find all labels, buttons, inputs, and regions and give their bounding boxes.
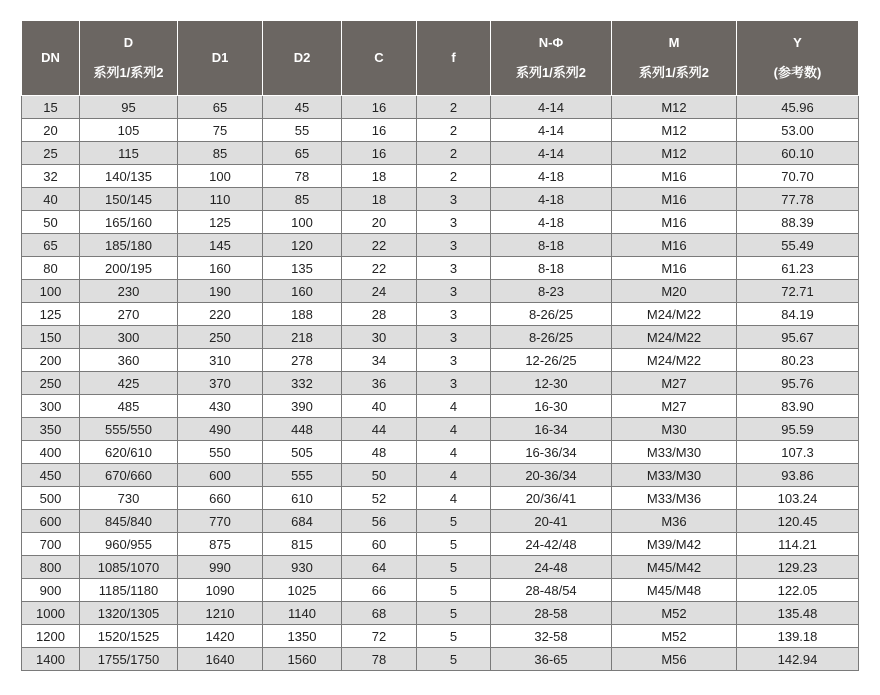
table-cell: 332 bbox=[263, 372, 342, 395]
table-cell: 4 bbox=[417, 418, 491, 441]
table-cell: 310 bbox=[178, 349, 263, 372]
table-cell: 95.67 bbox=[737, 326, 859, 349]
table-cell: M27 bbox=[612, 372, 737, 395]
table-row bbox=[22, 234, 859, 257]
table-cell: 12-30 bbox=[491, 372, 612, 395]
table-cell: 278 bbox=[263, 349, 342, 372]
table-cell: 100 bbox=[178, 165, 263, 188]
table-cell: 4-14 bbox=[491, 119, 612, 142]
table-row bbox=[22, 280, 859, 303]
table-cell: 620/610 bbox=[80, 441, 178, 464]
table-cell: 160 bbox=[178, 257, 263, 280]
table-cell: 8-23 bbox=[491, 280, 612, 303]
column-header-title: f bbox=[451, 50, 456, 65]
table-cell: 5 bbox=[417, 602, 491, 625]
table-row bbox=[22, 257, 859, 280]
table-row bbox=[22, 142, 859, 165]
table-cell: 36-65 bbox=[491, 648, 612, 671]
table-cell: 34 bbox=[342, 349, 417, 372]
table-cell: 72.71 bbox=[737, 280, 859, 303]
table-cell: 68 bbox=[342, 602, 417, 625]
table-cell: 135.48 bbox=[737, 602, 859, 625]
table-cell: 95.76 bbox=[737, 372, 859, 395]
table-cell: M16 bbox=[612, 234, 737, 257]
table-cell: 165/160 bbox=[80, 211, 178, 234]
table-cell: 4 bbox=[417, 441, 491, 464]
table-cell: 40 bbox=[22, 188, 80, 211]
table-cell: 122.05 bbox=[737, 579, 859, 602]
table-cell: 450 bbox=[22, 464, 80, 487]
table-cell: 815 bbox=[263, 533, 342, 556]
table-cell: M45/M42 bbox=[612, 556, 737, 579]
table-cell: 1200 bbox=[22, 625, 80, 648]
table-cell: 150 bbox=[22, 326, 80, 349]
table-cell: 684 bbox=[263, 510, 342, 533]
table-cell: 2 bbox=[417, 96, 491, 119]
table-cell: 55 bbox=[263, 119, 342, 142]
table-row bbox=[22, 96, 859, 119]
table-cell: 875 bbox=[178, 533, 263, 556]
table-cell: 107.3 bbox=[737, 441, 859, 464]
column-header bbox=[417, 21, 491, 96]
table-cell: 160 bbox=[263, 280, 342, 303]
column-header bbox=[491, 21, 612, 96]
table-cell: 500 bbox=[22, 487, 80, 510]
table-cell: 95.59 bbox=[737, 418, 859, 441]
table-cell: 5 bbox=[417, 533, 491, 556]
column-header-title: D bbox=[123, 35, 134, 50]
table-row bbox=[22, 648, 859, 671]
column-header bbox=[342, 21, 417, 96]
table-row bbox=[22, 625, 859, 648]
table-cell: 2 bbox=[417, 165, 491, 188]
table-row bbox=[22, 211, 859, 234]
table-cell: 125 bbox=[22, 303, 80, 326]
table-cell: 100 bbox=[263, 211, 342, 234]
table-cell: 20-41 bbox=[491, 510, 612, 533]
table-cell: 3 bbox=[417, 303, 491, 326]
column-header-subtitle: 系列1/系列2 bbox=[515, 65, 587, 80]
table-cell: 83.90 bbox=[737, 395, 859, 418]
table-cell: 16-36/34 bbox=[491, 441, 612, 464]
table-cell: 12-26/25 bbox=[491, 349, 612, 372]
table-cell: 115 bbox=[80, 142, 178, 165]
table-cell: 66 bbox=[342, 579, 417, 602]
table-cell: 550 bbox=[178, 441, 263, 464]
table-cell: 3 bbox=[417, 234, 491, 257]
table-row bbox=[22, 372, 859, 395]
table-row bbox=[22, 349, 859, 372]
table-cell: 2 bbox=[417, 119, 491, 142]
table-cell: 300 bbox=[80, 326, 178, 349]
table-cell: 84.19 bbox=[737, 303, 859, 326]
table-cell: 61.23 bbox=[737, 257, 859, 280]
table-cell: 53.00 bbox=[737, 119, 859, 142]
table-cell: 1755/1750 bbox=[80, 648, 178, 671]
table-cell: 2 bbox=[417, 142, 491, 165]
table-cell: 5 bbox=[417, 648, 491, 671]
column-header-subtitle: 系列1/系列2 bbox=[638, 65, 710, 80]
table-cell: 45 bbox=[263, 96, 342, 119]
table-cell: M16 bbox=[612, 188, 737, 211]
table-cell: 600 bbox=[178, 464, 263, 487]
table-cell: 845/840 bbox=[80, 510, 178, 533]
table-cell: 3 bbox=[417, 257, 491, 280]
table-cell: 1140 bbox=[263, 602, 342, 625]
table-cell: 555 bbox=[263, 464, 342, 487]
table-cell: 103.24 bbox=[737, 487, 859, 510]
table-row bbox=[22, 418, 859, 441]
table-row bbox=[22, 602, 859, 625]
table-cell: 52 bbox=[342, 487, 417, 510]
table-cell: 1520/1525 bbox=[80, 625, 178, 648]
table-cell: 4-18 bbox=[491, 211, 612, 234]
table-cell: 64 bbox=[342, 556, 417, 579]
table-cell: 16 bbox=[342, 119, 417, 142]
table-cell: 24 bbox=[342, 280, 417, 303]
table-cell: M24/M22 bbox=[612, 303, 737, 326]
table-cell: 3 bbox=[417, 349, 491, 372]
table-cell: M33/M36 bbox=[612, 487, 737, 510]
table-cell: 1640 bbox=[178, 648, 263, 671]
table-cell: 3 bbox=[417, 188, 491, 211]
table-cell: 110 bbox=[178, 188, 263, 211]
column-header-title: M bbox=[668, 35, 680, 50]
table-cell: 28 bbox=[342, 303, 417, 326]
table-cell: M24/M22 bbox=[612, 326, 737, 349]
table-cell: 114.21 bbox=[737, 533, 859, 556]
table-cell: 78 bbox=[263, 165, 342, 188]
table-cell: 660 bbox=[178, 487, 263, 510]
column-header-title: DN bbox=[41, 50, 60, 65]
table-cell: M45/M48 bbox=[612, 579, 737, 602]
table-cell: 600 bbox=[22, 510, 80, 533]
table-cell: 45.96 bbox=[737, 96, 859, 119]
column-header-title: D2 bbox=[293, 50, 311, 65]
table-cell: M12 bbox=[612, 142, 737, 165]
table-cell: 448 bbox=[263, 418, 342, 441]
table-cell: 60 bbox=[342, 533, 417, 556]
table-cell: 8-18 bbox=[491, 234, 612, 257]
table-cell: 3 bbox=[417, 372, 491, 395]
table-cell: 100 bbox=[22, 280, 80, 303]
table-cell: 390 bbox=[263, 395, 342, 418]
table-cell: 250 bbox=[22, 372, 80, 395]
table-cell: 28-48/54 bbox=[491, 579, 612, 602]
table-cell: 230 bbox=[80, 280, 178, 303]
table-cell: 5 bbox=[417, 579, 491, 602]
table-cell: 55.49 bbox=[737, 234, 859, 257]
table-cell: 150/145 bbox=[80, 188, 178, 211]
table-cell: 1400 bbox=[22, 648, 80, 671]
table-cell: 135 bbox=[263, 257, 342, 280]
table-cell: 93.86 bbox=[737, 464, 859, 487]
table-cell: M16 bbox=[612, 211, 737, 234]
table-cell: 1025 bbox=[263, 579, 342, 602]
table-cell: 145 bbox=[178, 234, 263, 257]
table-cell: 4 bbox=[417, 395, 491, 418]
table-cell: 1090 bbox=[178, 579, 263, 602]
table-cell: 70.70 bbox=[737, 165, 859, 188]
table-cell: 16-34 bbox=[491, 418, 612, 441]
column-header bbox=[612, 21, 737, 96]
table-cell: 350 bbox=[22, 418, 80, 441]
table-cell: 1350 bbox=[263, 625, 342, 648]
table-row bbox=[22, 464, 859, 487]
table-cell: 78 bbox=[342, 648, 417, 671]
table-cell: M12 bbox=[612, 96, 737, 119]
table-cell: 4-18 bbox=[491, 165, 612, 188]
table-cell: 960/955 bbox=[80, 533, 178, 556]
table-cell: 990 bbox=[178, 556, 263, 579]
table-cell: 730 bbox=[80, 487, 178, 510]
table-cell: 490 bbox=[178, 418, 263, 441]
table-cell: 80 bbox=[22, 257, 80, 280]
table-row bbox=[22, 326, 859, 349]
table-cell: 16-30 bbox=[491, 395, 612, 418]
table-cell: M52 bbox=[612, 625, 737, 648]
table-cell: 65 bbox=[178, 96, 263, 119]
table-cell: 125 bbox=[178, 211, 263, 234]
table-cell: 190 bbox=[178, 280, 263, 303]
table-cell: 44 bbox=[342, 418, 417, 441]
table-cell: 20-36/34 bbox=[491, 464, 612, 487]
table-row bbox=[22, 556, 859, 579]
table-cell: 930 bbox=[263, 556, 342, 579]
table-cell: 5 bbox=[417, 625, 491, 648]
table-cell: 200/195 bbox=[80, 257, 178, 280]
table-cell: 1210 bbox=[178, 602, 263, 625]
column-header-subtitle: 系列1/系列2 bbox=[93, 65, 164, 80]
table-cell: 40 bbox=[342, 395, 417, 418]
table-cell: M27 bbox=[612, 395, 737, 418]
table-cell: 32 bbox=[22, 165, 80, 188]
table-cell: 430 bbox=[178, 395, 263, 418]
table-cell: 8-26/25 bbox=[491, 326, 612, 349]
table-cell: 4-18 bbox=[491, 188, 612, 211]
table-cell: 105 bbox=[80, 119, 178, 142]
table-cell: M30 bbox=[612, 418, 737, 441]
table-row bbox=[22, 188, 859, 211]
table-cell: 28-58 bbox=[491, 602, 612, 625]
table-cell: 32-58 bbox=[491, 625, 612, 648]
table-cell: 610 bbox=[263, 487, 342, 510]
table-cell: M33/M30 bbox=[612, 464, 737, 487]
table-cell: 88.39 bbox=[737, 211, 859, 234]
table-cell: 485 bbox=[80, 395, 178, 418]
table-cell: 65 bbox=[22, 234, 80, 257]
table-cell: 1560 bbox=[263, 648, 342, 671]
table-cell: 48 bbox=[342, 441, 417, 464]
table-cell: 8-26/25 bbox=[491, 303, 612, 326]
table-cell: 56 bbox=[342, 510, 417, 533]
column-header-title: Y bbox=[793, 35, 802, 50]
table-cell: M12 bbox=[612, 119, 737, 142]
table-cell: 1420 bbox=[178, 625, 263, 648]
table-cell: 300 bbox=[22, 395, 80, 418]
table-cell: 85 bbox=[263, 188, 342, 211]
table-cell: 220 bbox=[178, 303, 263, 326]
table-row bbox=[22, 119, 859, 142]
table-cell: 3 bbox=[417, 326, 491, 349]
table-cell: 370 bbox=[178, 372, 263, 395]
table-header bbox=[22, 21, 859, 96]
table-cell: 900 bbox=[22, 579, 80, 602]
column-header-subtitle: (参考数) bbox=[773, 65, 822, 80]
table-cell: 24-42/48 bbox=[491, 533, 612, 556]
table-cell: 700 bbox=[22, 533, 80, 556]
table-cell: 25 bbox=[22, 142, 80, 165]
table-cell: 770 bbox=[178, 510, 263, 533]
table-row bbox=[22, 441, 859, 464]
table-cell: M52 bbox=[612, 602, 737, 625]
column-header bbox=[737, 21, 859, 96]
table-cell: 20 bbox=[342, 211, 417, 234]
column-header-title: D1 bbox=[211, 50, 229, 65]
table-cell: 4 bbox=[417, 464, 491, 487]
table-row bbox=[22, 579, 859, 602]
table-cell: 95 bbox=[80, 96, 178, 119]
column-header bbox=[80, 21, 178, 96]
table-cell: M16 bbox=[612, 165, 737, 188]
table-cell: 50 bbox=[22, 211, 80, 234]
column-header-title: C bbox=[374, 50, 384, 65]
table-cell: 1185/1180 bbox=[80, 579, 178, 602]
table-cell: 36 bbox=[342, 372, 417, 395]
table-cell: 218 bbox=[263, 326, 342, 349]
table-cell: 200 bbox=[22, 349, 80, 372]
table-row bbox=[22, 165, 859, 188]
table-cell: M16 bbox=[612, 257, 737, 280]
table-cell: 139.18 bbox=[737, 625, 859, 648]
column-header bbox=[22, 21, 80, 96]
table-row bbox=[22, 303, 859, 326]
table-cell: 505 bbox=[263, 441, 342, 464]
table-cell: 555/550 bbox=[80, 418, 178, 441]
table-cell: 4-14 bbox=[491, 96, 612, 119]
table-cell: M24/M22 bbox=[612, 349, 737, 372]
table-cell: 425 bbox=[80, 372, 178, 395]
table-cell: 75 bbox=[178, 119, 263, 142]
table-cell: 3 bbox=[417, 280, 491, 303]
flange-spec-table bbox=[21, 20, 859, 671]
table-row bbox=[22, 510, 859, 533]
table-cell: 15 bbox=[22, 96, 80, 119]
header-row bbox=[22, 21, 859, 96]
table-cell: 30 bbox=[342, 326, 417, 349]
table-cell: M36 bbox=[612, 510, 737, 533]
table-cell: 18 bbox=[342, 188, 417, 211]
table-cell: 8-18 bbox=[491, 257, 612, 280]
table-cell: 4 bbox=[417, 487, 491, 510]
table-cell: M56 bbox=[612, 648, 737, 671]
table-cell: 142.94 bbox=[737, 648, 859, 671]
table-cell: 129.23 bbox=[737, 556, 859, 579]
table-row bbox=[22, 487, 859, 510]
table-cell: 140/135 bbox=[80, 165, 178, 188]
column-header bbox=[178, 21, 263, 96]
table-cell: 20 bbox=[22, 119, 80, 142]
table-cell: 50 bbox=[342, 464, 417, 487]
table-cell: 16 bbox=[342, 96, 417, 119]
table-cell: 1000 bbox=[22, 602, 80, 625]
table-cell: 670/660 bbox=[80, 464, 178, 487]
table-cell: 80.23 bbox=[737, 349, 859, 372]
table-cell: 22 bbox=[342, 257, 417, 280]
table-cell: 77.78 bbox=[737, 188, 859, 211]
table-cell: 185/180 bbox=[80, 234, 178, 257]
table-cell: 18 bbox=[342, 165, 417, 188]
table-cell: M20 bbox=[612, 280, 737, 303]
table-cell: 250 bbox=[178, 326, 263, 349]
table-cell: 16 bbox=[342, 142, 417, 165]
table-cell: 5 bbox=[417, 510, 491, 533]
table-cell: 120 bbox=[263, 234, 342, 257]
table-cell: M39/M42 bbox=[612, 533, 737, 556]
table-cell: M33/M30 bbox=[612, 441, 737, 464]
table-cell: 60.10 bbox=[737, 142, 859, 165]
table-cell: 270 bbox=[80, 303, 178, 326]
table-row bbox=[22, 395, 859, 418]
table-cell: 4-14 bbox=[491, 142, 612, 165]
table-cell: 188 bbox=[263, 303, 342, 326]
table-cell: 3 bbox=[417, 211, 491, 234]
table-cell: 120.45 bbox=[737, 510, 859, 533]
table-cell: 360 bbox=[80, 349, 178, 372]
table-row bbox=[22, 533, 859, 556]
table-cell: 1320/1305 bbox=[80, 602, 178, 625]
table-cell: 20/36/41 bbox=[491, 487, 612, 510]
column-header bbox=[263, 21, 342, 96]
table-cell: 65 bbox=[263, 142, 342, 165]
table-cell: 1085/1070 bbox=[80, 556, 178, 579]
table-cell: 400 bbox=[22, 441, 80, 464]
column-header-title: N-Φ bbox=[538, 35, 564, 50]
table-cell: 800 bbox=[22, 556, 80, 579]
table-cell: 85 bbox=[178, 142, 263, 165]
table-cell: 72 bbox=[342, 625, 417, 648]
table-cell: 5 bbox=[417, 556, 491, 579]
table-body bbox=[22, 96, 859, 671]
table-cell: 22 bbox=[342, 234, 417, 257]
table-cell: 24-48 bbox=[491, 556, 612, 579]
